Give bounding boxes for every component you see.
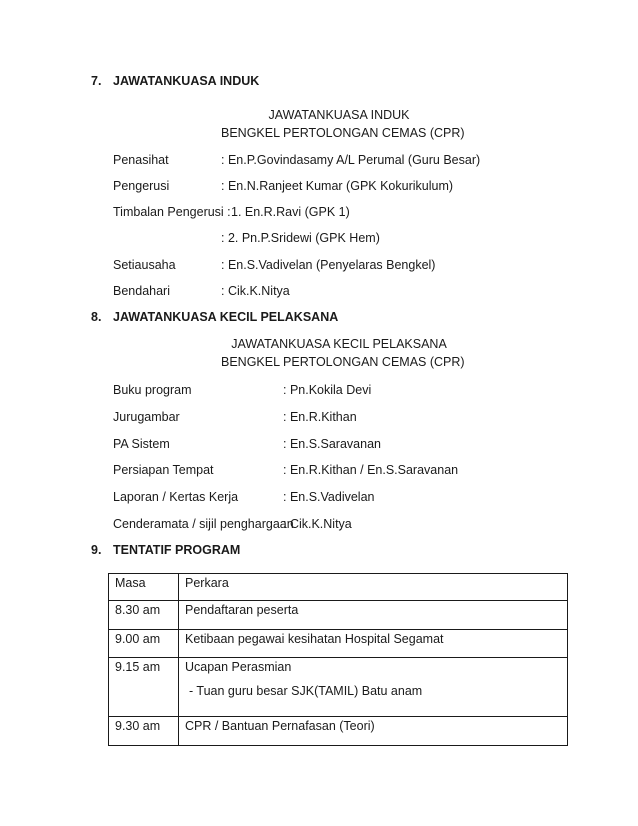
cenderamata-value: : Cik.K.Nitya (283, 517, 352, 531)
row-item: Pendaftaran peserta (179, 601, 568, 630)
row-item: Ucapan Perasmian (185, 660, 292, 674)
pengerusi-label: Pengerusi (113, 179, 170, 193)
laporan-label: Laporan / Kertas Kerja (113, 490, 239, 504)
setiausaha-label: Setiausaha (113, 258, 176, 272)
setiausaha-value: : En.S.Vadivelan (Penyelaras Bengkel) (221, 258, 436, 272)
pa-sistem-label: PA Sistem (113, 437, 170, 451)
table-row (109, 717, 568, 746)
jurugambar-value: : En.R.Kithan (283, 410, 357, 424)
table-row (109, 601, 568, 630)
section-9-number: 9. (91, 543, 102, 557)
laporan-value: : En.S.Vadivelan (283, 490, 375, 504)
section-8-title-line2: BENGKEL PERTOLONGAN CEMAS (CPR) (221, 355, 465, 369)
table-row (109, 630, 568, 658)
penasihat-label: Penasihat (113, 153, 169, 167)
section-7-title-line2: BENGKEL PERTOLONGAN CEMAS (CPR) (221, 126, 465, 140)
row-time: 9.30 am (109, 717, 179, 746)
persiapan-tempat-label: Persiapan Tempat (113, 463, 214, 477)
pa-sistem-value: : En.S.Saravanan (283, 437, 381, 451)
penasihat-value: : En.P.Govindasamy A/L Perumal (Guru Besar) (221, 153, 481, 167)
header-masa: Masa (109, 574, 179, 601)
buku-program-label: Buku program (113, 383, 192, 397)
bendahari-value: : Cik.K.Nitya (221, 284, 290, 298)
section-7-title-line1: JAWATANKUASA INDUK (268, 108, 410, 122)
header-perkara: Perkara (179, 574, 568, 601)
cenderamata-label: Cenderamata / sijil penghargaan (113, 517, 294, 531)
section-8-title-line1: JAWATANKUASA KECIL PELAKSANA (231, 337, 447, 351)
section-9-heading: TENTATIF PROGRAM (113, 543, 241, 557)
table-row (109, 658, 568, 717)
section-7-heading: JAWATANKUASA INDUK (113, 74, 260, 88)
timbalan-pengerusi-value-1: 1. En.R.Ravi (GPK 1) (231, 205, 350, 219)
tentatif-table (108, 573, 568, 746)
timbalan-pengerusi-value-2: : 2. Pn.P.Sridewi (GPK Hem) (221, 231, 380, 245)
bendahari-label: Bendahari (113, 284, 170, 298)
table-header-row (109, 574, 568, 601)
section-7-number: 7. (91, 74, 102, 88)
persiapan-tempat-value: : En.R.Kithan / En.S.Saravanan (283, 463, 459, 477)
row-time: 9.15 am (109, 658, 179, 717)
buku-program-value: : Pn.Kokila Devi (283, 383, 372, 397)
timbalan-pengerusi-label: Timbalan Pengerusi : (113, 205, 231, 219)
section-8-heading: JAWATANKUASA KECIL PELAKSANA (113, 310, 339, 324)
row-item: Ketibaan pegawai kesihatan Hospital Segamat (179, 630, 568, 658)
row-item-cell (179, 658, 568, 717)
row-time: 9.00 am (109, 630, 179, 658)
row-sub-item: - Tuan guru besar SJK(TAMIL) Batu anam (189, 684, 423, 698)
row-time: 8.30 am (109, 601, 179, 630)
pengerusi-value: : En.N.Ranjeet Kumar (GPK Kokurikulum) (221, 179, 454, 193)
section-8-number: 8. (91, 310, 102, 324)
jurugambar-label: Jurugambar (113, 410, 180, 424)
row-item: CPR / Bantuan Pernafasan (Teori) (179, 717, 568, 746)
